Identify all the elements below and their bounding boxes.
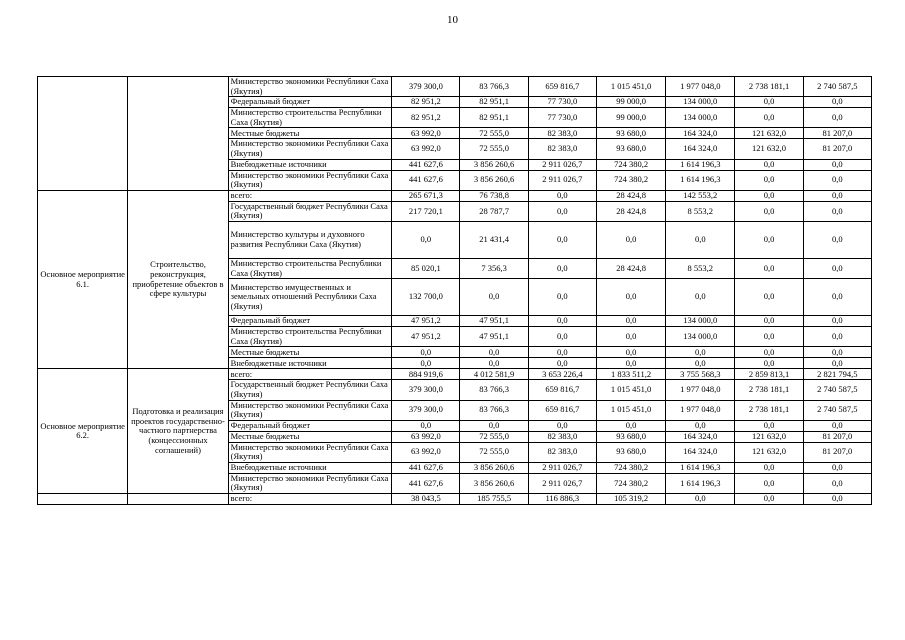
- funding-source-cell: Государственный бюджет Республики Саха (Якутия): [228, 380, 392, 400]
- value-cell: 0,0: [666, 420, 735, 431]
- value-cell: 0,0: [803, 347, 871, 358]
- value-cell: 63 992,0: [392, 442, 460, 462]
- value-cell: 0,0: [528, 316, 596, 327]
- event-cell: [38, 494, 128, 505]
- value-cell: 63 992,0: [392, 431, 460, 442]
- value-cell: 134 000,0: [666, 316, 735, 327]
- funding-source-cell: Министерство экономики Республики Саха (Якутия): [228, 442, 392, 462]
- value-cell: 724 380,2: [596, 170, 665, 190]
- value-cell: 63 992,0: [392, 139, 460, 159]
- value-cell: 28 424,8: [596, 190, 665, 201]
- value-cell: 2 738 181,1: [735, 380, 803, 400]
- value-cell: 2 740 587,5: [803, 400, 871, 420]
- value-cell: 0,0: [528, 347, 596, 358]
- value-cell: 0,0: [666, 347, 735, 358]
- value-cell: 83 766,3: [460, 380, 528, 400]
- value-cell: 0,0: [735, 97, 803, 108]
- value-cell: 0,0: [735, 170, 803, 190]
- value-cell: 1 015 451,0: [596, 77, 665, 97]
- value-cell: 72 555,0: [460, 442, 528, 462]
- value-cell: 1 977 048,0: [666, 77, 735, 97]
- funding-source-cell: всего:: [228, 494, 392, 505]
- value-cell: 0,0: [735, 258, 803, 278]
- value-cell: 0,0: [528, 279, 596, 316]
- value-cell: 0,0: [735, 462, 803, 473]
- value-cell: 7 356,3: [460, 258, 528, 278]
- funding-source-cell: Министерство культуры и духовного развития Республики Саха (Якутия): [228, 221, 392, 258]
- value-cell: 724 380,2: [596, 462, 665, 473]
- value-cell: 121 632,0: [735, 139, 803, 159]
- value-cell: 1 614 196,3: [666, 473, 735, 493]
- value-cell: 63 992,0: [392, 128, 460, 139]
- value-cell: 0,0: [460, 358, 528, 369]
- value-cell: 0,0: [735, 316, 803, 327]
- value-cell: 2 911 026,7: [528, 170, 596, 190]
- value-cell: 0,0: [596, 420, 665, 431]
- value-cell: 47 951,2: [392, 316, 460, 327]
- value-cell: 0,0: [528, 358, 596, 369]
- value-cell: 82 383,0: [528, 128, 596, 139]
- value-cell: 884 919,6: [392, 369, 460, 380]
- value-cell: 0,0: [735, 221, 803, 258]
- value-cell: 0,0: [596, 221, 665, 258]
- value-cell: 1 614 196,3: [666, 462, 735, 473]
- value-cell: 164 324,0: [666, 139, 735, 159]
- value-cell: 28 424,8: [596, 258, 665, 278]
- value-cell: 0,0: [528, 420, 596, 431]
- value-cell: 0,0: [735, 473, 803, 493]
- value-cell: 83 766,3: [460, 77, 528, 97]
- value-cell: 0,0: [803, 201, 871, 221]
- funding-source-cell: Внебюджетные источники: [228, 358, 392, 369]
- value-cell: 0,0: [735, 201, 803, 221]
- value-cell: 379 300,0: [392, 380, 460, 400]
- funding-source-cell: Внебюджетные источники: [228, 159, 392, 170]
- value-cell: 659 816,7: [528, 77, 596, 97]
- value-cell: 0,0: [392, 420, 460, 431]
- value-cell: 1 614 196,3: [666, 170, 735, 190]
- value-cell: 38 043,5: [392, 494, 460, 505]
- funding-source-cell: Государственный бюджет Республики Саха (Якутия): [228, 201, 392, 221]
- value-cell: 47 951,2: [392, 327, 460, 347]
- value-cell: 3 755 568,3: [666, 369, 735, 380]
- value-cell: 659 816,7: [528, 380, 596, 400]
- description-cell: [128, 77, 228, 191]
- table-row: [38, 494, 872, 505]
- value-cell: 82 951,2: [392, 97, 460, 108]
- value-cell: 217 720,1: [392, 201, 460, 221]
- value-cell: 0,0: [803, 473, 871, 493]
- value-cell: 1 977 048,0: [666, 400, 735, 420]
- value-cell: 0,0: [528, 221, 596, 258]
- value-cell: 93 680,0: [596, 128, 665, 139]
- value-cell: 0,0: [460, 420, 528, 431]
- value-cell: 81 207,0: [803, 442, 871, 462]
- table-row: [38, 77, 872, 97]
- value-cell: 142 553,2: [666, 190, 735, 201]
- value-cell: 8 553,2: [666, 258, 735, 278]
- value-cell: 0,0: [735, 420, 803, 431]
- funding-source-cell: Федеральный бюджет: [228, 97, 392, 108]
- value-cell: 0,0: [803, 494, 871, 505]
- value-cell: 0,0: [392, 358, 460, 369]
- value-cell: 4 012 581,9: [460, 369, 528, 380]
- value-cell: 164 324,0: [666, 431, 735, 442]
- value-cell: 82 383,0: [528, 139, 596, 159]
- value-cell: 134 000,0: [666, 108, 735, 128]
- funding-source-cell: Министерство строительства Республики Саха (Якутия): [228, 327, 392, 347]
- value-cell: 0,0: [803, 159, 871, 170]
- value-cell: 0,0: [803, 170, 871, 190]
- funding-source-cell: Министерство экономики Республики Саха (Якутия): [228, 170, 392, 190]
- value-cell: 93 680,0: [596, 431, 665, 442]
- value-cell: 0,0: [528, 190, 596, 201]
- funding-source-cell: Местные бюджеты: [228, 431, 392, 442]
- value-cell: 82 383,0: [528, 442, 596, 462]
- value-cell: 81 207,0: [803, 431, 871, 442]
- value-cell: 0,0: [392, 347, 460, 358]
- value-cell: 379 300,0: [392, 77, 460, 97]
- value-cell: 93 680,0: [596, 139, 665, 159]
- value-cell: 83 766,3: [460, 400, 528, 420]
- value-cell: 0,0: [803, 279, 871, 316]
- event-cell: Основное мероприятие 6.2.: [38, 369, 128, 494]
- value-cell: 0,0: [803, 420, 871, 431]
- value-cell: 132 700,0: [392, 279, 460, 316]
- value-cell: 47 951,1: [460, 327, 528, 347]
- value-cell: 21 431,4: [460, 221, 528, 258]
- value-cell: 3 653 226,4: [528, 369, 596, 380]
- funding-source-cell: Внебюджетные источники: [228, 462, 392, 473]
- value-cell: 99 000,0: [596, 108, 665, 128]
- value-cell: 0,0: [735, 347, 803, 358]
- value-cell: 0,0: [392, 221, 460, 258]
- value-cell: 441 627,6: [392, 473, 460, 493]
- value-cell: 0,0: [803, 316, 871, 327]
- value-cell: 0,0: [735, 279, 803, 316]
- value-cell: 0,0: [803, 462, 871, 473]
- value-cell: 1 977 048,0: [666, 380, 735, 400]
- value-cell: 0,0: [528, 258, 596, 278]
- value-cell: 0,0: [460, 347, 528, 358]
- value-cell: 72 555,0: [460, 139, 528, 159]
- budget-table-body: [38, 77, 872, 505]
- value-cell: 28 787,7: [460, 201, 528, 221]
- value-cell: 0,0: [735, 327, 803, 347]
- value-cell: 0,0: [666, 279, 735, 316]
- value-cell: 1 015 451,0: [596, 400, 665, 420]
- value-cell: 0,0: [735, 358, 803, 369]
- value-cell: 82 951,1: [460, 97, 528, 108]
- value-cell: 2 738 181,1: [735, 400, 803, 420]
- value-cell: 0,0: [596, 316, 665, 327]
- value-cell: 2 911 026,7: [528, 159, 596, 170]
- value-cell: 185 755,5: [460, 494, 528, 505]
- funding-source-cell: всего:: [228, 190, 392, 201]
- value-cell: 0,0: [735, 494, 803, 505]
- value-cell: 76 738,8: [460, 190, 528, 201]
- value-cell: 3 856 260,6: [460, 473, 528, 493]
- value-cell: 1 614 196,3: [666, 159, 735, 170]
- value-cell: 2 911 026,7: [528, 473, 596, 493]
- value-cell: 659 816,7: [528, 400, 596, 420]
- funding-source-cell: Министерство строительства Республики Саха (Якутия): [228, 258, 392, 278]
- value-cell: 2 740 587,5: [803, 77, 871, 97]
- value-cell: 8 553,2: [666, 201, 735, 221]
- value-cell: 164 324,0: [666, 442, 735, 462]
- value-cell: 0,0: [596, 327, 665, 347]
- description-cell: Подготовка и реализация проектов государственно-частного партнерства (концессионных соглашений): [128, 369, 228, 494]
- value-cell: 0,0: [803, 358, 871, 369]
- value-cell: 0,0: [666, 221, 735, 258]
- value-cell: 0,0: [666, 358, 735, 369]
- value-cell: 0,0: [735, 159, 803, 170]
- funding-source-cell: Министерство строительства Республики Саха (Якутия): [228, 108, 392, 128]
- description-cell: [128, 494, 228, 505]
- value-cell: 134 000,0: [666, 327, 735, 347]
- value-cell: 0,0: [460, 279, 528, 316]
- table-row: [38, 369, 872, 380]
- value-cell: 3 856 260,6: [460, 170, 528, 190]
- value-cell: 99 000,0: [596, 97, 665, 108]
- value-cell: 441 627,6: [392, 159, 460, 170]
- event-cell: Основное мероприятие 6.1.: [38, 190, 128, 369]
- value-cell: 0,0: [803, 108, 871, 128]
- value-cell: 0,0: [596, 279, 665, 316]
- value-cell: 116 886,3: [528, 494, 596, 505]
- value-cell: 0,0: [596, 347, 665, 358]
- value-cell: 724 380,2: [596, 159, 665, 170]
- funding-source-cell: Местные бюджеты: [228, 347, 392, 358]
- value-cell: 81 207,0: [803, 139, 871, 159]
- value-cell: 0,0: [528, 327, 596, 347]
- value-cell: 72 555,0: [460, 128, 528, 139]
- value-cell: 82 383,0: [528, 431, 596, 442]
- value-cell: 724 380,2: [596, 473, 665, 493]
- value-cell: 0,0: [735, 108, 803, 128]
- value-cell: 121 632,0: [735, 128, 803, 139]
- funding-source-cell: Федеральный бюджет: [228, 420, 392, 431]
- value-cell: 28 424,8: [596, 201, 665, 221]
- value-cell: 82 951,2: [392, 108, 460, 128]
- funding-source-cell: Министерство экономики Республики Саха (Якутия): [228, 77, 392, 97]
- value-cell: 82 951,1: [460, 108, 528, 128]
- event-cell: [38, 77, 128, 191]
- value-cell: 77 730,0: [528, 108, 596, 128]
- value-cell: 164 324,0: [666, 128, 735, 139]
- value-cell: 0,0: [803, 97, 871, 108]
- page-number: 10: [447, 14, 458, 26]
- value-cell: 3 856 260,6: [460, 159, 528, 170]
- value-cell: 93 680,0: [596, 442, 665, 462]
- value-cell: 105 319,2: [596, 494, 665, 505]
- value-cell: 441 627,6: [392, 170, 460, 190]
- value-cell: 0,0: [666, 494, 735, 505]
- value-cell: 72 555,0: [460, 431, 528, 442]
- value-cell: 121 632,0: [735, 442, 803, 462]
- value-cell: 2 821 794,5: [803, 369, 871, 380]
- funding-source-cell: всего:: [228, 369, 392, 380]
- funding-source-cell: Министерство экономики Республики Саха (Якутия): [228, 400, 392, 420]
- value-cell: 81 207,0: [803, 128, 871, 139]
- value-cell: 0,0: [803, 258, 871, 278]
- funding-source-cell: Министерство экономики Республики Саха (Якутия): [228, 473, 392, 493]
- value-cell: 77 730,0: [528, 97, 596, 108]
- value-cell: 2 738 181,1: [735, 77, 803, 97]
- value-cell: 0,0: [803, 327, 871, 347]
- value-cell: 0,0: [803, 190, 871, 201]
- value-cell: 1 833 511,2: [596, 369, 665, 380]
- value-cell: 3 856 260,6: [460, 462, 528, 473]
- funding-source-cell: Министерство имущественных и земельных отношений Республики Саха (Якутия): [228, 279, 392, 316]
- value-cell: 0,0: [735, 190, 803, 201]
- value-cell: 379 300,0: [392, 400, 460, 420]
- value-cell: 47 951,1: [460, 316, 528, 327]
- funding-source-cell: Министерство экономики Республики Саха (Якутия): [228, 139, 392, 159]
- value-cell: 2 911 026,7: [528, 462, 596, 473]
- budget-table: [37, 76, 872, 505]
- value-cell: 441 627,6: [392, 462, 460, 473]
- value-cell: 85 020,1: [392, 258, 460, 278]
- value-cell: 121 632,0: [735, 431, 803, 442]
- value-cell: 265 671,3: [392, 190, 460, 201]
- description-cell: Строительство, реконструкция, приобретение объектов в сфере культуры: [128, 190, 228, 369]
- value-cell: 134 000,0: [666, 97, 735, 108]
- funding-source-cell: Местные бюджеты: [228, 128, 392, 139]
- value-cell: 0,0: [596, 358, 665, 369]
- value-cell: 0,0: [803, 221, 871, 258]
- table-row: [38, 190, 872, 201]
- funding-source-cell: Федеральный бюджет: [228, 316, 392, 327]
- value-cell: 2 740 587,5: [803, 380, 871, 400]
- value-cell: 0,0: [528, 201, 596, 221]
- value-cell: 2 859 813,1: [735, 369, 803, 380]
- value-cell: 1 015 451,0: [596, 380, 665, 400]
